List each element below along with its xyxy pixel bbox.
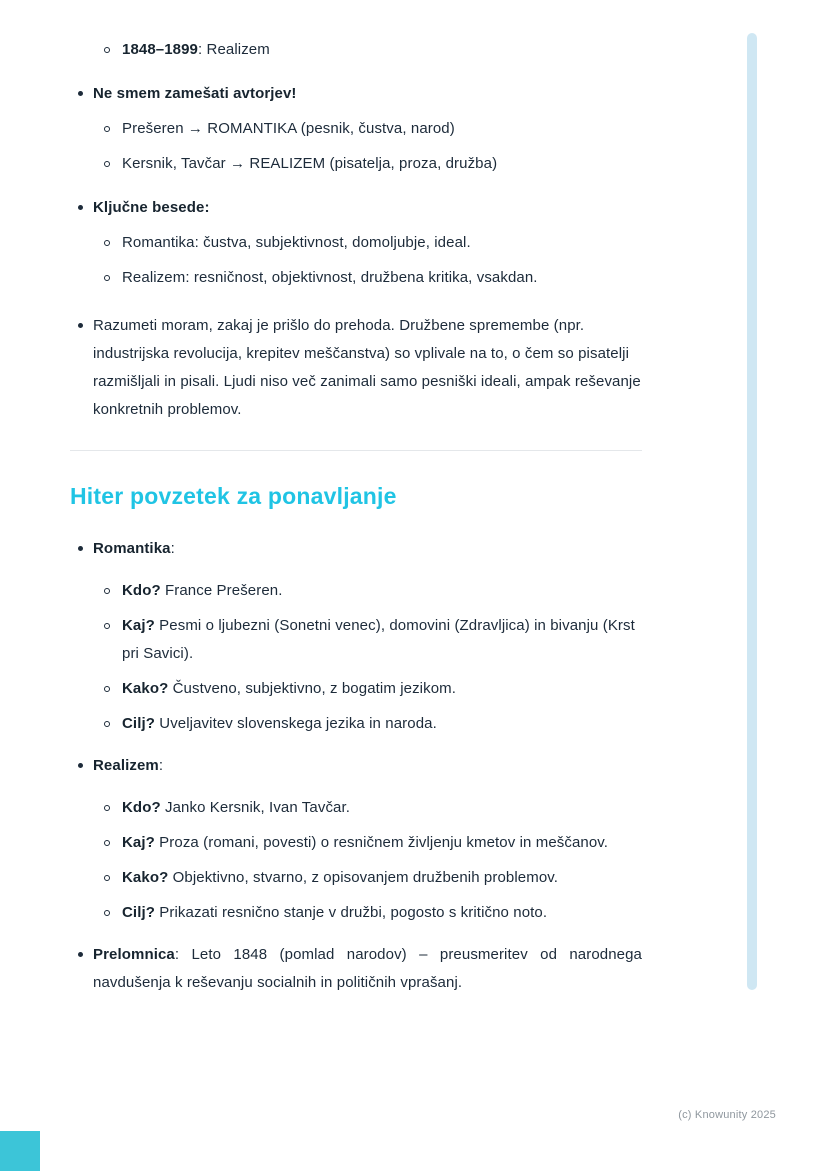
list-item-avtorji-sub-1 xyxy=(104,115,642,143)
qa-label: Kaj? xyxy=(122,834,155,851)
list-item-text: Realizem: resničnost, objektivnost, družbena kritika, vsakdan. xyxy=(122,269,538,286)
bullet-circle-icon xyxy=(104,275,110,281)
qa-label: Kaj? xyxy=(122,617,155,634)
period-bold-label: 1848–1899 xyxy=(122,41,198,58)
notes-content xyxy=(70,36,642,1004)
list-item-romantika-kako xyxy=(104,675,642,703)
list-item-besede-title xyxy=(70,194,642,222)
list-item-text: 1848–1899: Realizem xyxy=(122,41,270,58)
list-item-text: Romantika: čustva, subjektivnost, domoljubje, ideal. xyxy=(122,234,471,251)
list-item-realizem-kaj xyxy=(104,829,642,857)
avtorji-title-label: Ne smem zamešati avtorjev! xyxy=(93,85,297,102)
list-item-text: Kako? Objektivno, stvarno, z opisovanjem družbenih problemov. xyxy=(122,869,559,886)
bullet-dot-icon xyxy=(78,952,83,957)
qa-label: Cilj? xyxy=(122,715,155,732)
list-item-text: Prešeren → ROMANTIKA (pesnik, čustva, narod) xyxy=(122,120,455,137)
list-item-realizem-kdo xyxy=(104,794,642,822)
right-accent-bar xyxy=(747,33,757,990)
list-item-text: Prelomnica: Leto 1848 (pomlad narodov) – preusmeritev od narodnega navdušenja k reševanju socialnih in političnih vprašanj. xyxy=(93,946,642,991)
bullet-circle-icon xyxy=(104,240,110,246)
bullet-dot-icon xyxy=(78,763,83,768)
list-item-avtorji-title xyxy=(70,80,642,108)
bullet-circle-icon xyxy=(104,875,110,881)
bullet-circle-icon xyxy=(104,805,110,811)
list-item-text: Kaj? Pesmi o ljubezni (Sonetni venec), domovini (Zdravljica) in bivanju (Krst pri Savici). xyxy=(122,617,635,662)
qa-label: Kdo? xyxy=(122,582,161,599)
intro-section xyxy=(70,36,642,424)
list-item-realizem-title xyxy=(70,752,642,780)
list-item-text: Cilj? Uveljavitev slovenskega jezika in naroda. xyxy=(122,715,437,732)
list-item-text: Romantika: xyxy=(93,540,175,557)
bullet-dot-icon xyxy=(78,546,83,551)
romantika-title-label: Romantika xyxy=(93,540,171,557)
qa-label: Kdo? xyxy=(122,799,161,816)
bullet-dot-icon xyxy=(78,205,83,210)
besede-title-label: Ključne besede: xyxy=(93,199,210,216)
list-item-realizem-cilj xyxy=(104,899,642,927)
list-item-text xyxy=(93,194,210,222)
list-item-romantika-kdo xyxy=(104,577,642,605)
list-item-realizem-kako xyxy=(104,864,642,892)
list-item-text: Kersnik, Tavčar → REALIZEM (pisatelja, proza, družba) xyxy=(122,155,498,172)
bullet-circle-icon xyxy=(104,588,110,594)
list-item-text: Realizem: xyxy=(93,757,164,774)
list-item-razumeti xyxy=(70,312,642,424)
list-item-romantika-cilj xyxy=(104,710,642,738)
bottom-left-accent-square xyxy=(0,1131,40,1171)
list-item-text: Cilj? Prikazati resnično stanje v družbi, pogosto s kritično noto. xyxy=(122,904,548,921)
list-item-romantika-kaj xyxy=(104,612,642,668)
bullet-circle-icon xyxy=(104,840,110,846)
bullet-circle-icon xyxy=(104,910,110,916)
bullet-circle-icon xyxy=(104,161,110,167)
list-item-besede-sub-1 xyxy=(104,229,642,257)
bullet-dot-icon xyxy=(78,91,83,96)
list-item-avtorji-sub-2 xyxy=(104,150,642,178)
realizem-title-label: Realizem xyxy=(93,757,159,774)
list-item-text: Kaj? Proza (romani, povesti) o resničnem življenju kmetov in meščanov. xyxy=(122,834,609,851)
prelomnica-label: Prelomnica xyxy=(93,946,175,963)
qa-label: Cilj? xyxy=(122,904,155,921)
bullet-circle-icon xyxy=(104,686,110,692)
qa-label: Kako? xyxy=(122,680,169,697)
list-item-text: Razumeti moram, zakaj je prišlo do prehoda. Družbene spremembe (npr. industrijska revolucija, krepitev meščanstva) so vplivale na to, o čem so pisatelji razmišljali in pisali. Ljudi niso več zanimali samo pesniški ideali, ampak reševanje konkretnih problemov. xyxy=(93,317,641,418)
bullet-circle-icon xyxy=(104,47,110,53)
bullet-circle-icon xyxy=(104,126,110,132)
list-item-text xyxy=(93,80,297,108)
section-divider xyxy=(70,450,642,451)
bullet-circle-icon xyxy=(104,721,110,727)
list-item-prelomnica xyxy=(70,941,642,997)
bullet-dot-icon xyxy=(78,323,83,328)
list-item-text: Kdo? Janko Kersnik, Ivan Tavčar. xyxy=(122,799,351,816)
copyright-footer: (c) Knowunity 2025 xyxy=(678,1109,776,1121)
list-item-text: Kdo? France Prešeren. xyxy=(122,582,283,599)
qa-label: Kako? xyxy=(122,869,169,886)
bullet-circle-icon xyxy=(104,623,110,629)
list-item-besede-sub-2 xyxy=(104,264,642,292)
list-item-period xyxy=(104,36,642,64)
summary-section xyxy=(70,483,642,997)
list-item-romantika-title xyxy=(70,535,642,563)
list-item-text: Kako? Čustveno, subjektivno, z bogatim jezikom. xyxy=(122,680,457,697)
summary-heading: Hiter povzetek za ponavljanje xyxy=(70,483,397,509)
